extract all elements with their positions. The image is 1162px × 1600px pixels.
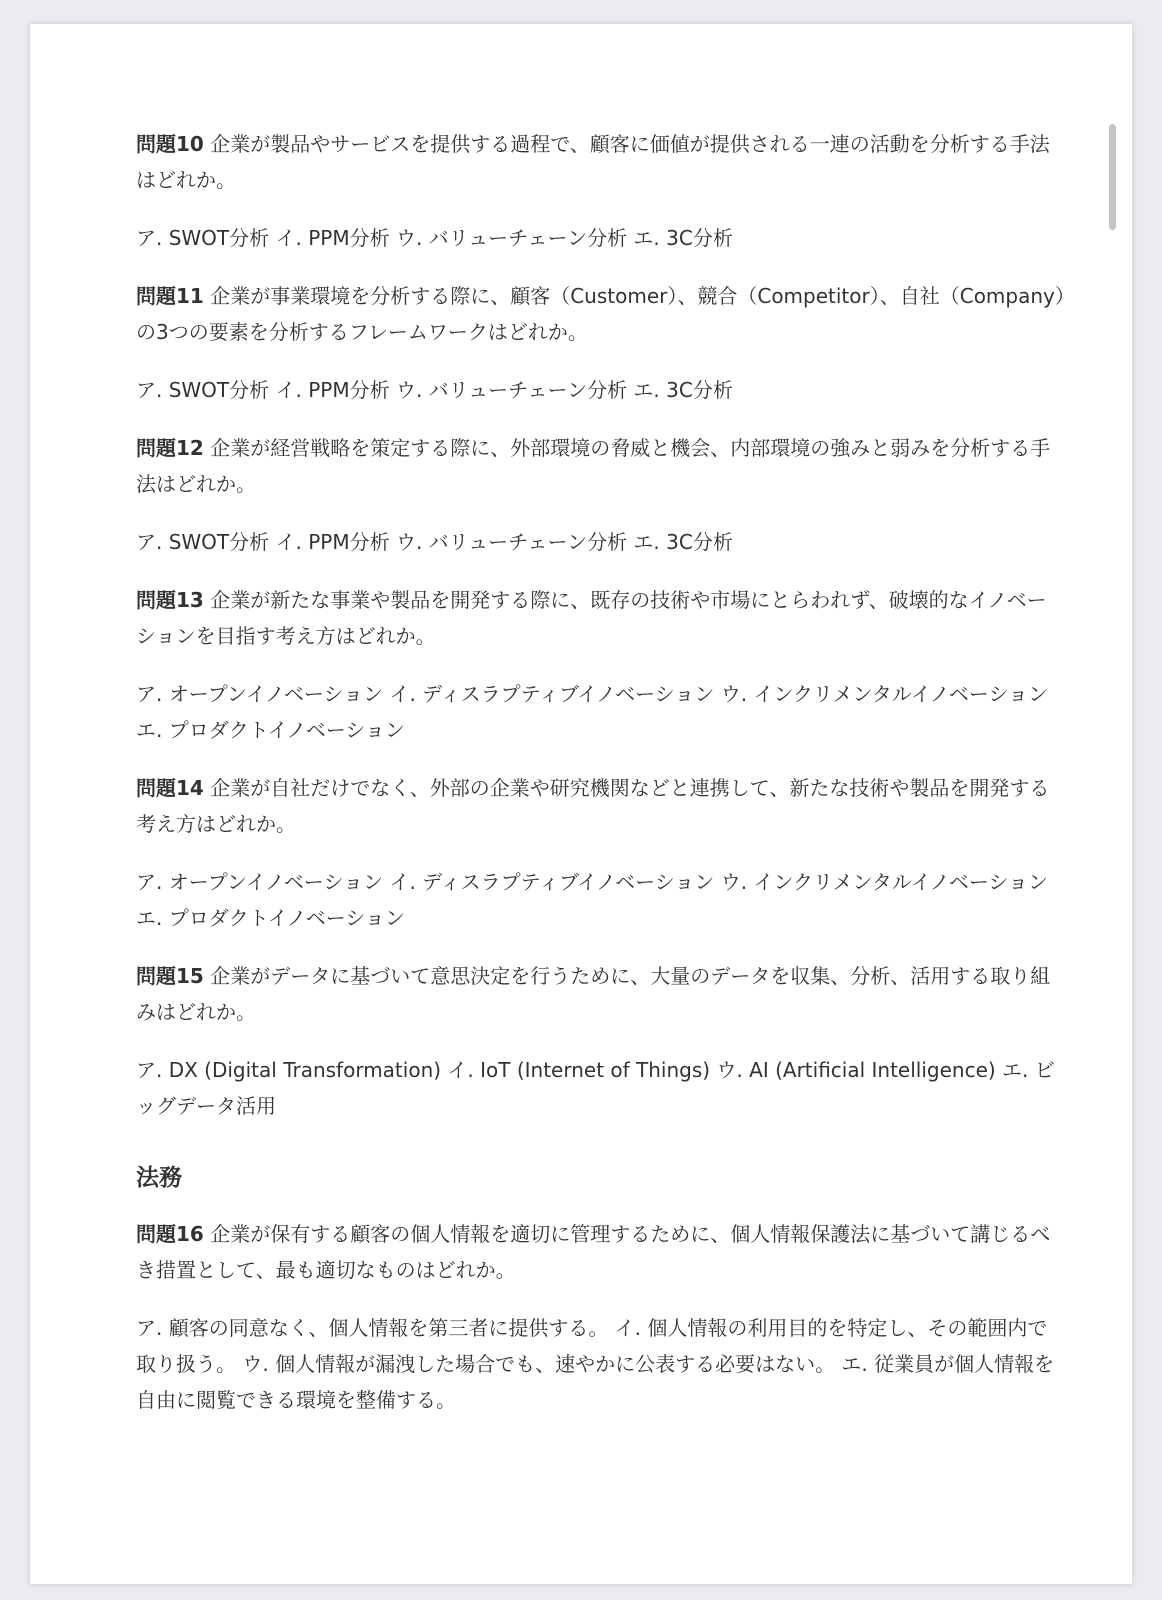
document-content bbox=[136, 126, 1066, 1440]
question-number: 問題16 bbox=[136, 1222, 204, 1246]
vertical-scrollbar[interactable] bbox=[1109, 124, 1116, 230]
question-number: 問題13 bbox=[136, 588, 204, 612]
question-14 bbox=[136, 770, 1066, 842]
question-text: 企業が経営戦略を策定する際に、外部環境の脅威と機会、内部環境の強みと弱みを分析する手法はどれか。 bbox=[136, 436, 1051, 496]
answer-options: ア. SWOT分析 イ. PPM分析 ウ. バリューチェーン分析 エ. 3C分析 bbox=[136, 530, 733, 554]
question-13 bbox=[136, 582, 1066, 654]
question-text: 企業がデータに基づいて意思決定を行うために、大量のデータを収集、分析、活用する取り組みはどれか。 bbox=[136, 964, 1051, 1024]
question-text: 企業が新たな事業や製品を開発する際に、既存の技術や市場にとらわれず、破壊的なイノベーションを目指す考え方はどれか。 bbox=[136, 588, 1047, 648]
question-text: 企業が自社だけでなく、外部の企業や研究機関などと連携して、新たな技術や製品を開発する考え方はどれか。 bbox=[136, 776, 1050, 836]
answer-options: ア. DX (Digital Transformation) イ. IoT (Internet of Things) ウ. AI (Artificial Intelligence) エ. ビッグデータ活用 bbox=[136, 1058, 1055, 1118]
question-text: 企業が製品やサービスを提供する過程で、顧客に価値が提供される一連の活動を分析する手法はどれか。 bbox=[136, 132, 1050, 192]
question-15 bbox=[136, 958, 1066, 1030]
document-page bbox=[30, 24, 1132, 1584]
question-number: 問題10 bbox=[136, 132, 204, 156]
question-16 bbox=[136, 1216, 1066, 1288]
question-text: 企業が事業環境を分析する際に、顧客（Customer）、競合（Competitor）、自社（Company）の3つの要素を分析するフレームワークはどれか。 bbox=[136, 284, 1065, 344]
section-heading: 法務 bbox=[136, 1165, 182, 1191]
question-10 bbox=[136, 126, 1066, 198]
question-11 bbox=[136, 278, 1066, 350]
question-text: 企業が保有する顧客の個人情報を適切に管理するために、個人情報保護法に基づいて講じるべき措置として、最も適切なものはどれか。 bbox=[136, 1222, 1051, 1282]
question-number: 問題14 bbox=[136, 776, 204, 800]
question-number: 問題11 bbox=[136, 284, 204, 308]
answer-options: ア. 顧客の同意なく、個人情報を第三者に提供する。 イ. 個人情報の利用目的を特定し、その範囲内で取り扱う。 ウ. 個人情報が漏洩した場合でも、速やかに公表する必要はない。 エ. 従業員が個人情報を自由に閲覧できる環境を整備する。 bbox=[136, 1316, 1055, 1412]
answer-options: ア. オープンイノベーション イ. ディスラプティブイノベーション ウ. インクリメンタルイノベーション エ. プロダクトイノベーション bbox=[136, 870, 1049, 930]
answer-options: ア. SWOT分析 イ. PPM分析 ウ. バリューチェーン分析 エ. 3C分析 bbox=[136, 378, 733, 402]
answer-options: ア. SWOT分析 イ. PPM分析 ウ. バリューチェーン分析 エ. 3C分析 bbox=[136, 226, 733, 250]
question-number: 問題15 bbox=[136, 964, 204, 988]
question-number: 問題12 bbox=[136, 436, 204, 460]
answer-options: ア. オープンイノベーション イ. ディスラプティブイノベーション ウ. インクリメンタルイノベーション エ. プロダクトイノベーション bbox=[136, 682, 1049, 742]
question-12 bbox=[136, 430, 1066, 502]
